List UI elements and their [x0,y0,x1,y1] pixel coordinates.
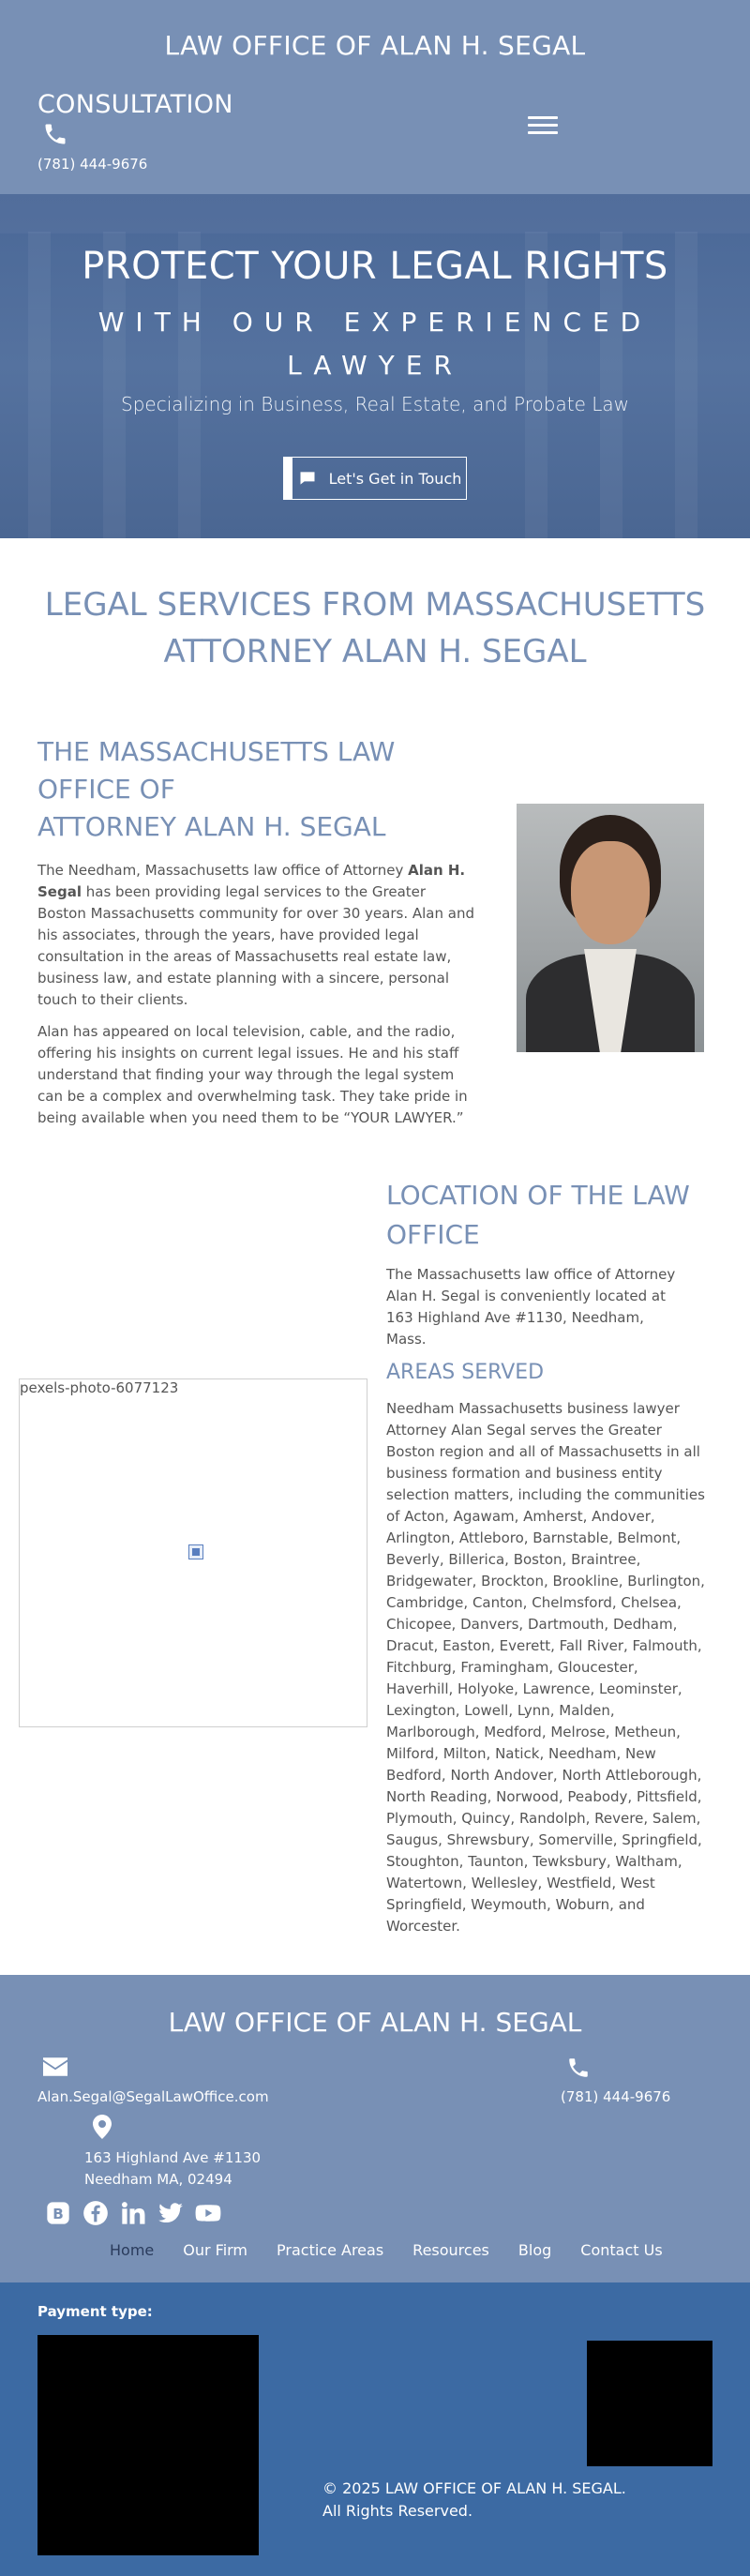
payment-type-label: Payment type: [38,2303,153,2320]
consultation-label[interactable]: CONSULTATION [38,90,233,119]
about-p1-post: has been providing legal services to the Greater Boston Massachusetts community for over 30 years. Alan and his associates, through the years, have provided legal consultation in the areas of Massachusetts real estate law, business law, and estate planning with a sincere, personal touch to their clients. [38,883,474,1008]
areas-served-heading: AREAS SERVED [386,1361,545,1384]
rights-reserved-text: All Rights Reserved. [322,2502,473,2520]
hero-subheadline: WITH OUR EXPERIENCED LAWYER [98,307,652,381]
get-in-touch-button[interactable] [283,457,467,500]
envelope-icon[interactable] [43,2057,68,2076]
twitter-icon[interactable] [158,2200,184,2226]
nav-home-link[interactable]: Home [110,2241,155,2259]
about-heading-line: OFFICE OF [38,774,175,805]
nav-resources-link[interactable]: Resources [412,2241,489,2259]
map-pin-icon[interactable] [93,2115,112,2139]
location-heading: LOCATION OF THE LAW OFFICE [386,1180,690,1250]
copyright-text: © 2025 LAW OFFICE OF ALAN H. SEGAL. [322,2479,626,2497]
about-heading-line: ATTORNEY ALAN H. SEGAL [38,811,386,842]
youtube-icon[interactable] [195,2200,221,2226]
broken-image-icon [188,1544,203,1559]
hero-banner [0,194,750,538]
phone-icon[interactable] [41,121,69,147]
nav-contact-us-link[interactable]: Contact Us [580,2241,663,2259]
attorney-name: Alan H. Segal [38,862,466,900]
footer-address-line-2[interactable]: Needham MA, 02494 [84,2171,232,2188]
office-photo-broken-image [19,1378,368,1727]
phone-icon[interactable] [566,2056,591,2080]
about-paragraph-2: Alan has appeared on local television, cable, and the radio, offering his insights on current legal issues. He and his staff understand that finding your way through the legal system can be a complex and overwhelming task. They take pride in being available when you need them to be “YOUR LAWYER.” [38,1023,468,1126]
location-text: The Massachusetts law office of Attorney Alan H. Segal is conveniently located at 163 Highland Ave #1130, Needham, Mass. [386,1266,676,1348]
about-heading-line: THE MASSACHUSETTS LAW [38,736,396,767]
blogger-icon[interactable] [45,2200,71,2226]
linkedin-icon[interactable] [120,2200,146,2226]
hero-headline: PROTECT YOUR LEGAL RIGHTS [82,245,668,288]
menu-toggle-icon[interactable] [528,116,558,137]
attorney-portrait-image [517,804,704,1052]
social-links [45,2200,221,2226]
payment-badge-image-secondary[interactable] [587,2341,712,2466]
bottom-bar [0,2282,750,2576]
services-heading: LEGAL SERVICES FROM MASSACHUSETTS ATTORNEY ALAN H. SEGAL [44,586,706,670]
footer-phone-link[interactable]: (781) 444-9676 [561,2088,671,2105]
nav-blog-link[interactable]: Blog [518,2241,552,2259]
image-alt-text: pexels-photo-6077123 [20,1379,179,1396]
nav-practice-areas-link[interactable]: Practice Areas [277,2241,384,2259]
site-footer [0,1975,750,2282]
get-in-touch-label: Let's Get in Touch [328,469,462,488]
header-phone-number[interactable]: (781) 444-9676 [38,156,148,173]
about-p1-pre: The Needham, Massachusetts law office of Attorney [38,862,409,879]
chat-bubble-icon [297,469,318,488]
about-paragraph-1 [38,860,478,1011]
facebook-icon[interactable] [82,2200,109,2226]
hero-bg-roof [0,194,750,233]
footer-address-line-1[interactable]: 163 Highland Ave #1130 [84,2149,262,2166]
footer-nav [110,2241,663,2259]
about-heading [38,733,450,846]
portrait-face [571,841,650,944]
footer-email-link[interactable]: Alan.Segal@SegalLawOffice.com [38,2088,269,2105]
svg-text:B: B [52,2205,64,2222]
footer-title: LAW OFFICE OF ALAN H. SEGAL [168,2007,582,2038]
site-title[interactable]: LAW OFFICE OF ALAN H. SEGAL [164,30,586,61]
nav-our-firm-link[interactable]: Our Firm [183,2241,248,2259]
site-header [0,0,750,194]
hero-tagline: Specializing in Business, Real Estate, and Probate Law [121,393,629,415]
payment-badge-image[interactable] [38,2335,259,2555]
areas-served-text: Needham Massachusetts business lawyer Attorney Alan Segal serves the Greater Boston region and all of Massachusetts in all business formation and business entity selection matters, including the communities of Acton, Agawam, Amherst, Andover, Arlington, Attleboro, Barnstable, Belmont, Beverly, Billerica, Boston, Braintree, Bridgewater, Brockton, Brookline, Burlington, Cambridge, Canton, Chelmsford, Chelsea, Chicopee, Danvers, Dartmouth, Dedham, Dracut, Easton, Everett, Fall River, Falmouth, Fitchburg, Framingham, Gloucester, Haverhill, Holyoke, Lawrence, Leominster, Lexington, Lowell, Lynn, Malden, Marlborough, Medford, Melrose, Metheun, Milford, Milton, Natick, Needham, New Bedford, North Andover, North Attleborough, North Reading, Norwood, Peabody, Pittsfield, Plymouth, Quincy, Randolph, Revere, Salem, Saugus, Shrewsbury, Somerville, Springfield, Stoughton, Taunton, Tewksbury, Waltham, Watertown, Wellesley, Westfield, West Springfield, Weymouth, Woburn, and Worcester. [386,1400,705,1935]
